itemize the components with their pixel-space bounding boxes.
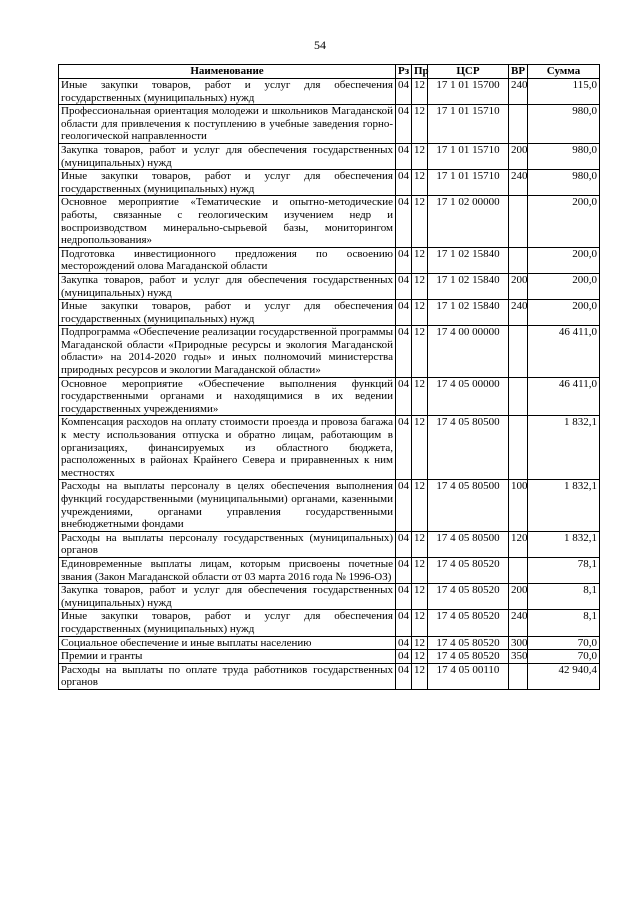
row-rz: 04 xyxy=(396,557,412,583)
row-name: Подпрограмма «Обеспечение реализации государственной программы Магаданской области «Природные ресурсы и экология Магаданской области» на 2014-2020 годы» и иных полномочий министерства природных ресурсов и экологии Магаданской области» xyxy=(59,326,396,377)
row-rz: 04 xyxy=(396,143,412,169)
table-row xyxy=(59,196,600,247)
row-pr: 12 xyxy=(412,610,428,636)
row-sum: 980,0 xyxy=(528,105,600,144)
row-vr xyxy=(509,247,528,273)
row-rz: 04 xyxy=(396,610,412,636)
row-rz: 04 xyxy=(396,105,412,144)
table-row xyxy=(59,610,600,636)
row-vr xyxy=(509,377,528,416)
table-row xyxy=(59,663,600,689)
row-pr: 12 xyxy=(412,377,428,416)
row-pr: 12 xyxy=(412,143,428,169)
row-csr: 17 4 05 80520 xyxy=(428,584,509,610)
row-rz: 04 xyxy=(396,196,412,247)
row-sum: 8,1 xyxy=(528,584,600,610)
row-pr: 12 xyxy=(412,584,428,610)
row-name: Основное мероприятие «Обеспечение выполнения функций государственными органами и находящимися в их ведении государственных учреждениями» xyxy=(59,377,396,416)
row-pr: 12 xyxy=(412,326,428,377)
table-row xyxy=(59,143,600,169)
row-pr: 12 xyxy=(412,557,428,583)
row-name: Социальное обеспечение и иные выплаты населению xyxy=(59,636,396,650)
row-sum: 1 832,1 xyxy=(528,480,600,531)
row-vr: 120 xyxy=(509,531,528,557)
table-row xyxy=(59,247,600,273)
row-name: Иные закупки товаров, работ и услуг для обеспечения государственных (муниципальных) нужд xyxy=(59,79,396,105)
row-name: Компенсация расходов на оплату стоимости проезда и провоза багажа к месту использования отпуска и обратно лицам, работающим в организациях, финансируемых из областного бюджета, расположенных в районах Крайнего Севера и приравненных к ним местностях xyxy=(59,416,396,480)
row-rz: 04 xyxy=(396,416,412,480)
row-csr: 17 4 05 80520 xyxy=(428,636,509,650)
row-name: Подготовка инвестиционного предложения по освоению месторождений олова Магаданской области xyxy=(59,247,396,273)
row-rz: 04 xyxy=(396,79,412,105)
row-rz: 04 xyxy=(396,247,412,273)
row-name: Премии и гранты xyxy=(59,650,396,664)
row-sum: 115,0 xyxy=(528,79,600,105)
row-sum: 70,0 xyxy=(528,636,600,650)
row-pr: 12 xyxy=(412,531,428,557)
row-pr: 12 xyxy=(412,79,428,105)
row-name: Закупка товаров, работ и услуг для обеспечения государственных (муниципальных) нужд xyxy=(59,143,396,169)
row-rz: 04 xyxy=(396,273,412,299)
row-csr: 17 4 05 80500 xyxy=(428,531,509,557)
row-vr xyxy=(509,326,528,377)
header-sum: Сумма xyxy=(528,65,600,79)
row-name: Закупка товаров, работ и услуг для обеспечения государственных (муниципальных) нужд xyxy=(59,273,396,299)
table-row xyxy=(59,416,600,480)
row-name: Расходы на выплаты персоналу в целях обеспечения выполнения функций государственными (муниципальными) органами, казенными учреждениями, органами управления государственными внебюджетными фондами xyxy=(59,480,396,531)
row-pr: 12 xyxy=(412,663,428,689)
row-sum: 46 411,0 xyxy=(528,377,600,416)
row-vr: 200 xyxy=(509,143,528,169)
row-rz: 04 xyxy=(396,377,412,416)
row-vr: 200 xyxy=(509,273,528,299)
row-vr: 240 xyxy=(509,300,528,326)
row-rz: 04 xyxy=(396,326,412,377)
row-vr: 300 xyxy=(509,636,528,650)
row-vr xyxy=(509,196,528,247)
table-body xyxy=(59,79,600,690)
row-name: Расходы на выплаты по оплате труда работников государственных органов xyxy=(59,663,396,689)
row-name: Иные закупки товаров, работ и услуг для обеспечения государственных (муниципальных) нужд xyxy=(59,300,396,326)
row-sum: 1 832,1 xyxy=(528,416,600,480)
row-rz: 04 xyxy=(396,300,412,326)
row-csr: 17 4 05 80520 xyxy=(428,610,509,636)
row-csr: 17 1 02 15840 xyxy=(428,247,509,273)
row-sum: 42 940,4 xyxy=(528,663,600,689)
row-csr: 17 1 01 15710 xyxy=(428,170,509,196)
row-csr: 17 4 05 00000 xyxy=(428,377,509,416)
row-pr: 12 xyxy=(412,247,428,273)
row-pr: 12 xyxy=(412,300,428,326)
row-csr: 17 1 02 00000 xyxy=(428,196,509,247)
row-name: Основное мероприятие «Тематические и опытно-методические работы, связанные с геологическим изучением недр и воспроизводством минерально-сырьевой базы, мониторингом недропользования» xyxy=(59,196,396,247)
header-csr: ЦСР xyxy=(428,65,509,79)
row-pr: 12 xyxy=(412,196,428,247)
row-sum: 8,1 xyxy=(528,610,600,636)
row-vr: 240 xyxy=(509,610,528,636)
row-rz: 04 xyxy=(396,663,412,689)
header-vr: ВР xyxy=(509,65,528,79)
row-csr: 17 1 01 15700 xyxy=(428,79,509,105)
row-pr: 12 xyxy=(412,170,428,196)
table-row xyxy=(59,105,600,144)
row-rz: 04 xyxy=(396,650,412,664)
row-vr xyxy=(509,416,528,480)
table-row xyxy=(59,584,600,610)
table-row xyxy=(59,636,600,650)
row-vr xyxy=(509,557,528,583)
header-name: Наименование xyxy=(59,65,396,79)
row-csr: 17 1 01 15710 xyxy=(428,105,509,144)
table-row xyxy=(59,170,600,196)
budget-table xyxy=(58,64,600,690)
row-name: Единовременные выплаты лицам, которым присвоены почетные звания (Закон Магаданской области от 03 марта 2016 года № 1996-ОЗ) xyxy=(59,557,396,583)
row-csr: 17 1 02 15840 xyxy=(428,300,509,326)
row-pr: 12 xyxy=(412,480,428,531)
table-row xyxy=(59,480,600,531)
row-rz: 04 xyxy=(396,531,412,557)
row-name: Профессиональная ориентация молодежи и школьников Магаданской области для привлечения к поступлению в учебные заведения горно-геологической направленности xyxy=(59,105,396,144)
row-sum: 200,0 xyxy=(528,247,600,273)
row-sum: 200,0 xyxy=(528,273,600,299)
page-number: 54 xyxy=(314,38,326,52)
row-csr: 17 4 00 00000 xyxy=(428,326,509,377)
row-sum: 200,0 xyxy=(528,196,600,247)
table-row xyxy=(59,273,600,299)
table-row xyxy=(59,377,600,416)
row-pr: 12 xyxy=(412,105,428,144)
table-row xyxy=(59,531,600,557)
row-pr: 12 xyxy=(412,636,428,650)
row-name: Иные закупки товаров, работ и услуг для обеспечения государственных (муниципальных) нужд xyxy=(59,170,396,196)
table-row xyxy=(59,557,600,583)
row-csr: 17 4 05 80520 xyxy=(428,650,509,664)
row-sum: 1 832,1 xyxy=(528,531,600,557)
row-vr: 350 xyxy=(509,650,528,664)
row-sum: 46 411,0 xyxy=(528,326,600,377)
header-rz: Рз xyxy=(396,65,412,79)
row-name: Закупка товаров, работ и услуг для обеспечения государственных (муниципальных) нужд xyxy=(59,584,396,610)
row-sum: 200,0 xyxy=(528,300,600,326)
row-vr xyxy=(509,105,528,144)
row-csr: 17 4 05 80500 xyxy=(428,480,509,531)
row-sum: 980,0 xyxy=(528,143,600,169)
row-name: Расходы на выплаты персоналу государственных (муниципальных) органов xyxy=(59,531,396,557)
table-row xyxy=(59,79,600,105)
row-vr: 240 xyxy=(509,170,528,196)
row-vr: 240 xyxy=(509,79,528,105)
row-rz: 04 xyxy=(396,636,412,650)
row-pr: 12 xyxy=(412,273,428,299)
table-row xyxy=(59,650,600,664)
row-vr xyxy=(509,663,528,689)
row-vr: 200 xyxy=(509,584,528,610)
row-csr: 17 1 02 15840 xyxy=(428,273,509,299)
table-row xyxy=(59,300,600,326)
row-csr: 17 4 05 80500 xyxy=(428,416,509,480)
row-pr: 12 xyxy=(412,416,428,480)
row-sum: 980,0 xyxy=(528,170,600,196)
table-header-row xyxy=(59,65,600,79)
row-rz: 04 xyxy=(396,480,412,531)
header-pr: Пр xyxy=(412,65,428,79)
table-row xyxy=(59,326,600,377)
row-pr: 12 xyxy=(412,650,428,664)
row-sum: 70,0 xyxy=(528,650,600,664)
row-name: Иные закупки товаров, работ и услуг для обеспечения государственных (муниципальных) нужд xyxy=(59,610,396,636)
row-rz: 04 xyxy=(396,584,412,610)
row-sum: 78,1 xyxy=(528,557,600,583)
row-vr: 100 xyxy=(509,480,528,531)
row-rz: 04 xyxy=(396,170,412,196)
row-csr: 17 4 05 00110 xyxy=(428,663,509,689)
row-csr: 17 4 05 80520 xyxy=(428,557,509,583)
row-csr: 17 1 01 15710 xyxy=(428,143,509,169)
